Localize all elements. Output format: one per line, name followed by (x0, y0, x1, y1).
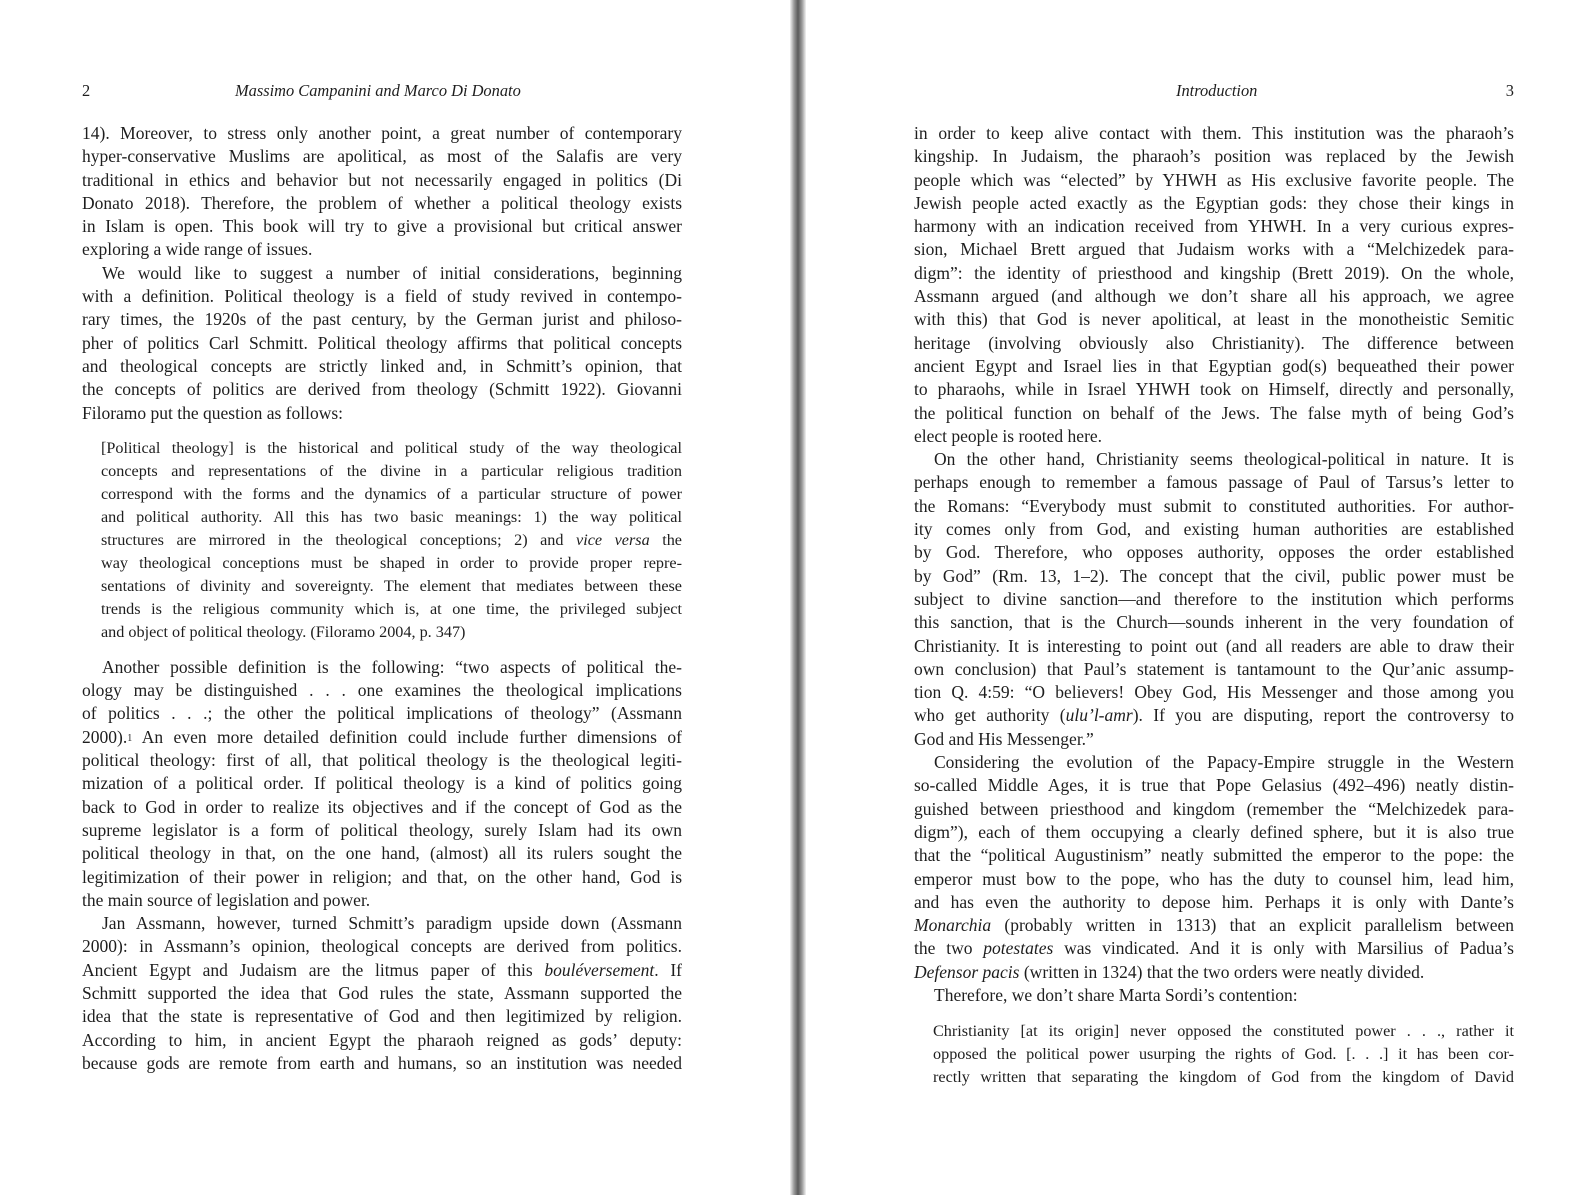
quote-line-end: the (662, 530, 682, 549)
text-line: Jan Assmann, however, turned Schmitt’s paradigm upside down (Assmann (102, 913, 682, 934)
text-line: the main source of legislation and power. (82, 889, 371, 910)
text-line: rary times, the 1920s of the past century, by the German jurist and philoso- (82, 309, 682, 330)
text-line: political theology in that, on the one hand, (almost) all its rulers sought the (82, 843, 682, 864)
text-line: 2000): in Assmann’s opinion, theological concepts are derived from politics. (82, 936, 682, 957)
italic-phrase: ulu’l-amr (1065, 705, 1133, 726)
paragraph (914, 448, 1514, 751)
quote-line: rectly written that separating the kingdom of God from the kingdom of David (933, 1068, 1514, 1087)
paragraph (82, 262, 682, 425)
text-line: because gods are remote from earth and humans, so an institution was needed (82, 1052, 682, 1073)
quote-line-start: structures are mirrored in the theological conceptions; 2) and (101, 530, 564, 549)
text-line: supreme legislator is a form of political theology, surely Islam had its own (82, 819, 682, 840)
text-segment: Ancient Egypt and Judaism are the litmus paper of this (82, 959, 533, 980)
text-line: that the “political Augustinism” neatly submitted the emperor to the pope: the (914, 845, 1514, 866)
text-line: and theological concepts are strictly linked and, in Schmitt’s opinion, that (82, 355, 682, 376)
text-line: ology may be distinguished . . . one examines the theological implications (82, 680, 682, 701)
text-line: this sanction, that is the Church—sounds inherent in the very foundation of (914, 612, 1514, 633)
text-line: in order to keep alive contact with them. This institution was the pharaoh’s (914, 123, 1514, 143)
text-line (914, 961, 1514, 984)
paragraph (82, 122, 682, 262)
text-line: hyper-conservative Muslims are apolitical, as most of the Salafis are very (82, 146, 682, 167)
text-segment: (written in 1324) that the two orders were neatly divided. (1019, 961, 1425, 982)
page-number: 2 (82, 81, 91, 100)
text-line: back to God in order to realize its objectives and if the concept of God as the (82, 796, 682, 817)
italic-word: potestates (983, 938, 1054, 959)
text-line: We would like to suggest a number of initial considerations, beginning (102, 262, 682, 283)
text-line: God and His Messenger.” (914, 728, 1094, 749)
block-quote (914, 1020, 1514, 1089)
text-line: Another possible definition is the following: “two aspects of political the- (102, 656, 682, 677)
quote-line: opposed the political power usurping the rights of God. [. . .] it has been cor- (933, 1045, 1514, 1064)
text-line: According to him, in ancient Egypt the pharaoh reigned as gods’ deputy: (82, 1029, 682, 1050)
text-line: Assmann argued (and although we don’t share all his approach, we agree (914, 286, 1514, 307)
text-line: people which was “elected” by YHWH as His exclusive favorite people. The (914, 169, 1514, 190)
left-page (0, 0, 790, 1195)
text-segment: . If (654, 959, 682, 980)
text-line: legitimization of their power in religion; and that, on the other hand, God is (82, 866, 682, 887)
quote-line: concepts and representations of the divine in a particular religious tradition (101, 461, 682, 480)
text-line: in Islam is open. This book will try to give a provisional but critical answer (82, 216, 682, 237)
text-line: sion, Michael Brett argued that Judaism works with a “Melchizedek para- (914, 239, 1514, 260)
text-line: Jewish people acted exactly as the Egyptian gods: they chose their kings in (914, 192, 1514, 213)
running-head-chapter: Introduction (1176, 81, 1258, 100)
text-line: ity comes only from God, and existing human authorities are established (914, 519, 1514, 540)
text-line (914, 914, 1514, 937)
text-line: ancient Egypt and Israel lies in that Egyptian god(s) bequeathed their power (914, 355, 1514, 376)
text-line: mization of a political order. If political theology is a kind of politics going (82, 773, 682, 794)
text-line: the Romans: “Everybody must submit to constituted authorities. For author- (914, 495, 1514, 516)
text-line: with this) that God is never apolitical, at least in the monotheistic Semitic (914, 309, 1514, 330)
right-body-text (914, 122, 1514, 1101)
text-line: Therefore, we don’t share Marta Sordi’s contention: (934, 984, 1298, 1005)
text-line: digm”), each of them occupying a clearly defined sphere, but it is also true (914, 821, 1514, 842)
text-line: perhaps enough to remember a famous passage of Paul of Tarsus’s letter to (914, 472, 1514, 493)
text-line: Filoramo put the question as follows: (82, 402, 344, 423)
text-line: so-called Middle Ages, it is true that Pope Gelasius (492–496) neatly distin- (914, 775, 1514, 796)
text-line: subject to divine sanction—and therefore to the institution which performs (914, 588, 1514, 609)
text-line: the political function on behalf of the Jews. The false myth of being God’s (914, 402, 1514, 423)
text-segment: was vindicated. And it is only with Marsilius of Padua’s (1053, 938, 1514, 959)
text-line: 14). Moreover, to stress only another point, a great number of contemporary (82, 123, 682, 143)
text-line (82, 726, 682, 749)
text-line: guished between priesthood and kingdom (remember the “Melchizedek para- (914, 798, 1514, 819)
italic-phrase: vice versa (576, 530, 650, 549)
text-segment: An even more detailed definition could include further dimensions of (132, 726, 682, 747)
text-line: On the other hand, Christianity seems theological-political in nature. It is (934, 449, 1514, 470)
text-segment: who get authority ( (914, 705, 1066, 726)
text-segment: ). If you are disputing, report the controversy to (1132, 705, 1514, 726)
quote-line: way theological conceptions must be shaped in order to provide proper repre- (101, 553, 682, 572)
quote-line: and object of political theology. (Filoramo 2004, p. 347) (101, 622, 466, 641)
text-line: Schmitt supported the idea that God rules the state, Assmann supported the (82, 983, 682, 1004)
text-line: emperor must bow to the pope, who has the duty to counsel him, lead him, (914, 868, 1514, 889)
right-page (806, 0, 1594, 1195)
left-running-head (82, 80, 682, 102)
paragraph (914, 122, 1514, 448)
text-line (914, 704, 1514, 727)
text-segment: the two (914, 938, 984, 959)
quote-line: correspond with the forms and the dynamics of a particular structure of power (101, 484, 682, 503)
text-line: Considering the evolution of the Papacy-Empire struggle in the Western (934, 752, 1514, 773)
text-line: tion Q. 4:59: “O believers! Obey God, His Messenger and those among you (914, 682, 1514, 703)
text-line: of politics . . .; the other the political implications of theology” (Assmann (82, 703, 682, 724)
text-line: heritage (involving obviously also Christianity). The difference between (914, 332, 1514, 353)
text-line: by God” (Rm. 13, 1–2). The concept that the civil, public power must be (914, 565, 1514, 586)
text-line (82, 959, 682, 982)
text-line: the concepts of politics are derived from theology (Schmitt 1922). Giovanni (82, 379, 682, 400)
italic-title: Monarchia (914, 915, 992, 936)
right-running-head (914, 80, 1514, 102)
text-line: by God. Therefore, who opposes authority, opposes the order established (914, 542, 1514, 563)
text-line: kingship. In Judaism, the pharaoh’s position was replaced by the Jewish (914, 146, 1514, 167)
text-line: political theology: first of all, that political theology is the theological legiti- (82, 750, 682, 771)
text-line: pher of politics Carl Schmitt. Political theology affirms that political concepts (82, 332, 682, 353)
text-line: and has even the authority to depose him. Perhaps it is only with Dante’s (914, 891, 1514, 912)
quote-line: sentations of divinity and sovereignty. The element that mediates between these (101, 576, 682, 595)
quote-line (101, 529, 682, 552)
text-line: own conclusion) that Paul’s statement is tantamount to the Qur’anic assump- (914, 658, 1514, 679)
text-line: Christianity. It is interesting to point out (and all readers are able to draw their (914, 635, 1514, 656)
text-segment: (probably written in 1313) that an explicit parallelism between (991, 915, 1514, 936)
running-head-authors: Massimo Campanini and Marco Di Donato (235, 81, 521, 100)
text-line: to pharaohs, while in Israel YHWH took on Himself, directly and personally, (914, 379, 1514, 400)
page-number: 3 (1505, 81, 1514, 100)
text-line: elect people is rooted here. (914, 425, 1103, 446)
paragraph (914, 984, 1514, 1007)
left-body-text (82, 122, 682, 1075)
text-line: traditional in ethics and behavior but not necessarily engaged in politics (Di (82, 169, 682, 190)
text-line: idea that the state is representative of God and then legitimized by religion. (82, 1006, 682, 1027)
paragraph (914, 751, 1514, 984)
text-line: harmony with an indication received from YHWH. In a very curious expres- (914, 216, 1514, 237)
italic-word: bouléversement (544, 959, 655, 980)
text-line: with a definition. Political theology is a field of study revived in contempo- (82, 286, 682, 307)
text-segment: 2000). (82, 726, 128, 747)
footnote-marker[interactable]: 1 (127, 732, 133, 744)
book-spine-gutter (790, 0, 806, 1195)
text-line (914, 937, 1514, 960)
italic-title: Defensor pacis (914, 961, 1020, 982)
block-quote (82, 437, 682, 644)
paragraph (82, 912, 682, 1075)
quote-line: [Political theology] is the historical and political study of the way theological (101, 438, 682, 457)
text-line: exploring a wide range of issues. (82, 239, 313, 260)
text-line: digm”: the identity of priesthood and kingship (Brett 2019). On the whole, (914, 262, 1514, 283)
quote-line: and political authority. All this has two basic meanings: 1) the way political (101, 507, 682, 526)
text-line: Donato 2018). Therefore, the problem of whether a political theology exists (82, 192, 682, 213)
quote-line: trends is the religious community which is, at one time, the privileged subject (101, 599, 682, 618)
paragraph (82, 656, 682, 912)
quote-line: Christianity [at its origin] never opposed the constituted power . . ., rather it (933, 1022, 1514, 1041)
